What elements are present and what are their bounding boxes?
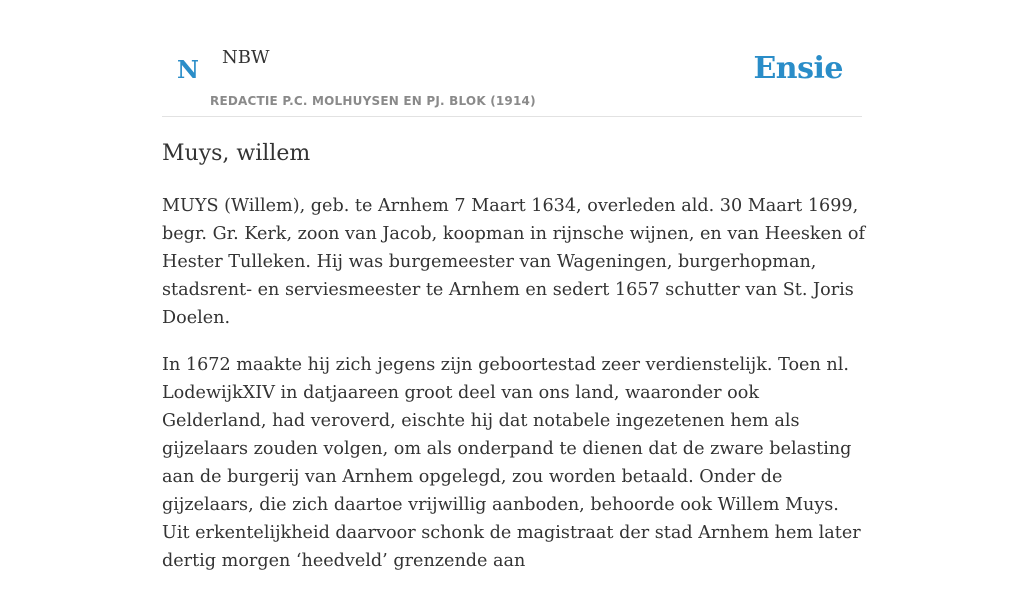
source-logo[interactable]: N [177, 55, 199, 84]
article-paragraph: In 1672 maakte hij zich jegens zijn geboortestad zeer verdienstelijk. Toen nl. LodewijkXIV in datjaareen groot deel van ons land, waaronder ook Gelderland, had veroverd, eischte hij dat notabele ingezetenen hem als gijzelaars zouden volgen, om als onderpand te dienen dat de zware belasting aan de burgerij van Arnhem opgelegd, zou worden betaald. Onder de gijzelaars, die zich daartoe vrijwillig aanboden, behoorde ook Willem Muys. Uit erkentelijkheid daarvoor schonk de magistraat der stad Arnhem hem later dertig morgen ‘heedveld’ grenzende aan [162, 355, 861, 571]
article-paragraph: MUYS (Willem), geb. te Arnhem 7 Maart 1634, overleden ald. 30 Maart 1699, begr. Gr. Kerk, zoon van Jacob, koopman in rijnsche wijnen, en van Heesken of Hester Tulleken. Hij was burgemeester van Wageningen, burgerhopman, stadsrent- en serviesmeester te Arnhem en sedert 1657 schutter van St. Joris Doelen. [162, 196, 866, 328]
source-header [162, 0, 862, 117]
source-name[interactable]: NBW [222, 47, 270, 68]
source-subtitle: REDACTIE P.C. MOLHUYSEN EN PJ. BLOK (1914) [210, 94, 536, 108]
brand-logo[interactable]: Ensie [753, 51, 843, 86]
article-body [162, 192, 867, 594]
article-title: Muys, willem [162, 141, 311, 166]
